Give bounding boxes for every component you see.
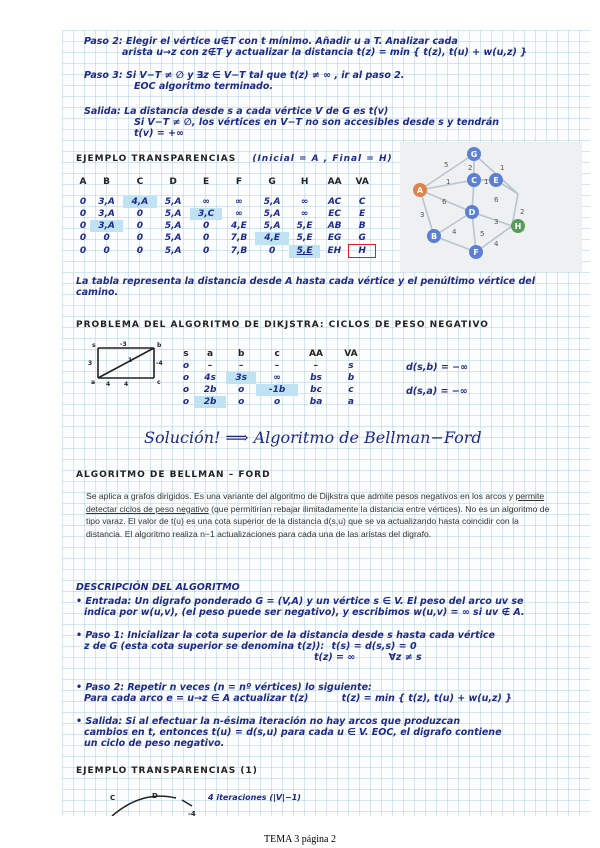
- cell: AB: [327, 221, 342, 231]
- salida-text1: La distancia desde s a cada vértice V de G es t(v): [124, 106, 389, 117]
- cell: 5,E: [289, 245, 321, 258]
- paso2-line1: Repetir n veces (n = nº vértices) lo siguiente:: [127, 682, 372, 693]
- cell: 5,A: [164, 221, 182, 231]
- example2-title: EJEMPLO TRANSPARENCIAS (1): [76, 766, 258, 776]
- edge-weight: 5: [444, 161, 449, 169]
- cell: 0: [103, 233, 110, 244]
- step2-line2: arista u→z con z∉T y actualizar la distancia t(z) = min { t(z), t(u) + w(u,z) }: [122, 47, 527, 58]
- example1-header-row: [76, 176, 376, 188]
- cell: EH: [327, 246, 342, 256]
- node-label: B: [430, 232, 438, 241]
- paso2-line2: Para cada arco e = u→z ∈ A actualizar t(z): [84, 693, 309, 704]
- vertex-label: b: [157, 342, 162, 349]
- cell: B: [358, 221, 366, 231]
- cell: 3,A: [98, 197, 115, 207]
- salida-line1: [84, 106, 388, 117]
- paso1-line2: z de G (esta cota superior se denomina t(z)):: [84, 641, 325, 652]
- edge-weight: -3: [120, 341, 127, 348]
- cell: 2b: [203, 385, 217, 395]
- salida-desc-label: • Salida:: [76, 716, 123, 727]
- table-row: [76, 208, 376, 220]
- cell: 0: [136, 246, 143, 256]
- cell: 0: [136, 209, 143, 219]
- table-row: [76, 196, 376, 208]
- cell: 0: [103, 246, 110, 256]
- cell: ∞: [300, 209, 309, 219]
- header-cell: H: [300, 177, 309, 187]
- vertex-label: D: [152, 792, 158, 800]
- cell: –: [238, 361, 244, 371]
- cell: 4,A: [123, 196, 156, 208]
- cell: 5,A: [164, 246, 182, 256]
- edge-weight: 5: [480, 230, 485, 238]
- header-cell: E: [203, 177, 210, 187]
- edge-weight: 3: [420, 211, 425, 219]
- salida-line2: Si V−T ≠ ∅, los vértices en V−T no son accesibles desde s y tendrán: [134, 117, 499, 128]
- cell: o: [274, 397, 281, 407]
- cell: 5,A: [164, 209, 182, 219]
- edge-weight: 2: [520, 208, 525, 216]
- cell: 4,E: [231, 221, 247, 231]
- cell: 3s: [226, 372, 256, 384]
- cell: 0: [79, 221, 87, 231]
- cell: 5,A: [263, 221, 281, 231]
- paso2-label: • Paso 2:: [76, 682, 125, 693]
- cell: G: [358, 233, 366, 243]
- page-footer: TEMA 3 página 2: [264, 834, 336, 845]
- cell: ∞: [300, 197, 309, 207]
- entrada-label: • Entrada:: [76, 596, 132, 607]
- cell: ba: [309, 397, 323, 407]
- salida-desc-line2: cambios en t, entonces t(u) = d(s,u) para cada u ∈ V. EOC, el digrafo contiene: [84, 727, 502, 738]
- negcycle-result2: d(s,a) = −∞: [406, 386, 468, 397]
- header-cell: B: [103, 177, 110, 187]
- paso1-formula3: ∀z ≠ s: [388, 652, 422, 663]
- paso1-line1: Inicializar la cota superior de la distancia desde s hasta cada vértice: [127, 630, 495, 641]
- paso1-label: • Paso 1:: [76, 630, 125, 641]
- cell: ∞: [235, 209, 243, 219]
- salida-line3: t(v) = +∞: [134, 128, 184, 139]
- cell: 2b: [194, 396, 227, 408]
- negcycle-graph: [88, 340, 164, 386]
- header-cell: VA: [355, 177, 369, 187]
- step3-text1: Si V−T ≠ ∅ y ∃z ∈ V−T tal que t(z) ≠ ∞ , ir al paso 2.: [125, 70, 405, 81]
- cell: 0: [202, 233, 210, 244]
- edge-weight: 4: [494, 240, 499, 248]
- bellman-paragraph: [86, 490, 556, 540]
- step2-label: Paso 2:: [84, 36, 123, 47]
- edge-weight: 2: [468, 164, 473, 172]
- header-cell: b: [238, 349, 245, 359]
- edge-weight: 3: [88, 360, 93, 367]
- example1-title: [76, 154, 393, 165]
- edge-weight: 4: [452, 228, 457, 236]
- cell: bc: [310, 385, 322, 395]
- header-cell: VA: [344, 349, 358, 359]
- negcycle-title: PROBLEMA DEL ALGORITMO DE DIKJSTRA: CICLOS DE PESO NEGATIVO: [76, 320, 489, 330]
- example-graph-image: [400, 142, 582, 272]
- table-row: [178, 384, 368, 396]
- header-cell: AA: [327, 177, 342, 187]
- entrada-bullet: [76, 596, 581, 618]
- node-label: F: [473, 248, 479, 257]
- cell: a: [347, 397, 354, 407]
- vertex-label: s: [92, 342, 96, 349]
- cell: 4s: [204, 373, 216, 383]
- vertex-label: C: [110, 794, 116, 802]
- bellman-title: ALGORITMO DE BELLMAN – FORD: [76, 470, 271, 480]
- bellman-text-before: Se aplica a grafos dirigidos. Es una variante del algoritmo de Dijkstra que admite pesos negativos en los arcos y: [86, 491, 516, 501]
- cell: ∞: [202, 197, 210, 207]
- vertex-label: a: [91, 379, 96, 386]
- cell: bs: [310, 373, 322, 383]
- node-label: G: [470, 150, 478, 159]
- header-cell: A: [79, 177, 87, 187]
- step3-line2: EOC algoritmo terminado.: [134, 81, 273, 92]
- salida-desc-line3: un ciclo de peso negativo.: [84, 738, 225, 749]
- notebook-page: [62, 30, 590, 816]
- cell: 0: [136, 233, 143, 244]
- node-label: A: [416, 186, 424, 195]
- header-cell: F: [235, 177, 242, 187]
- entrada-line2: indica por w(u,v), (el peso puede ser negativo), y escribimos w(u,v) = ∞ si uv ∉ A.: [84, 607, 525, 618]
- header-cell: D: [169, 177, 177, 187]
- paso2-formula: t(z) = min { t(z), t(u) + w(u,z) }: [341, 693, 512, 704]
- cell: ∞: [235, 197, 243, 207]
- step3-line1: [84, 70, 404, 81]
- cell: –: [313, 361, 319, 371]
- cell: o: [182, 361, 189, 371]
- node-label: C: [471, 176, 477, 185]
- cell: o: [238, 385, 245, 395]
- bellman-text-underlined: permite detectar ciclos de peso negativo: [86, 491, 545, 514]
- entrada-line1: Un digrafo ponderado G = (V,A) y un vértice s ∈ V. El peso del arco uv se: [134, 596, 524, 607]
- cell: 0: [79, 246, 87, 256]
- cell: 5,A: [164, 197, 182, 207]
- example2-note: 4 iteraciones (|V|−1): [208, 793, 301, 802]
- cell: 5,E: [296, 233, 313, 244]
- cell: E: [359, 209, 366, 219]
- cell: 5,A: [263, 209, 281, 219]
- step3-label: Paso 3:: [84, 70, 123, 81]
- table-row: [178, 396, 368, 408]
- table-row: [178, 360, 368, 372]
- edge-weight: 4: [106, 381, 111, 386]
- table-row: [76, 220, 376, 232]
- cell: C: [358, 197, 366, 207]
- cell: 3,A: [98, 209, 115, 219]
- negcycle-result1: d(s,b) = −∞: [406, 362, 468, 373]
- edge-weight: 1: [446, 178, 451, 186]
- cell: 5,E: [296, 221, 313, 231]
- solution-heading: Solución! ⟹ Algoritmo de Bellman−Ford: [144, 428, 482, 447]
- bellman-text-after: (que permitirían rebajar ilimitadamente la distancia entre vértices). No es un algoritmo de tipo varaz. El valor de t(u) es una cota superior de la distancia d(s,u) que se va actualizando hasta coincidir con la distancia. El algoritmo realiza n−1 actualizaciones para cada una de las aristas del digrafo.: [86, 503, 550, 539]
- paso2-bullet: [76, 682, 581, 704]
- paso1-formula1: t(s) = d(s,s) = 0: [331, 641, 417, 652]
- cell: 0: [136, 221, 143, 231]
- cell: 0: [79, 209, 87, 219]
- edge-weight: 4: [124, 381, 129, 386]
- negcycle-header-row: [178, 348, 368, 360]
- example1-table: [76, 176, 376, 258]
- example-graph: [400, 142, 582, 272]
- example1-note-line2: camino.: [76, 287, 119, 298]
- paso1-bullet: [76, 630, 581, 663]
- node-label: H: [514, 222, 522, 231]
- cell: c: [348, 385, 354, 395]
- cell: 0: [202, 221, 210, 231]
- edge-weight: 1: [500, 164, 505, 172]
- example1-note-line1: La tabla representa la distancia desde A hasta cada vértice y el penúltimo vértice del: [76, 276, 536, 287]
- cell: –: [274, 361, 280, 371]
- cell: 5,A: [164, 233, 182, 244]
- cell: 5,A: [263, 197, 281, 207]
- header-cell: s: [183, 349, 189, 359]
- header-cell: c: [274, 349, 280, 359]
- edge-weight: 6: [442, 198, 447, 206]
- cell: –: [207, 361, 213, 371]
- cell: 7,B: [230, 233, 248, 244]
- table-row: [76, 245, 376, 258]
- cell: o: [182, 373, 189, 383]
- header-cell: a: [207, 349, 214, 359]
- cell: EC: [328, 209, 341, 219]
- description-title: DESCRIPCIÓN DEL ALGORITMO: [76, 581, 240, 593]
- vertex-label: c: [157, 379, 161, 386]
- step2-line1: [84, 36, 458, 47]
- cell: 3,C: [190, 208, 223, 220]
- table-row: [76, 232, 376, 245]
- cell: s: [348, 361, 354, 371]
- example1-title-text: EJEMPLO TRANSPARENCIAS: [76, 154, 237, 164]
- cell: 0: [79, 233, 87, 244]
- edge-weight: 1: [484, 178, 489, 186]
- cell: AC: [327, 197, 342, 207]
- cell: 4,E: [255, 232, 288, 245]
- salida-label: Salida:: [84, 106, 121, 117]
- edge-weight: 3: [494, 218, 499, 226]
- cell: o: [182, 397, 189, 407]
- node-label: E: [493, 176, 499, 185]
- cell: 0: [202, 246, 210, 256]
- edge-weight: -4: [156, 360, 163, 367]
- salida-bullet: [76, 716, 581, 749]
- cell: 0: [268, 246, 276, 256]
- example1-subtitle: (Inicial = A , Final = H): [252, 154, 393, 164]
- cell: -1b: [256, 384, 298, 396]
- cell: ∞: [273, 373, 281, 383]
- cell: 3,A: [90, 220, 123, 232]
- cell: H: [349, 245, 376, 258]
- step2-text1: Elegir el vértice u∉T con t mínimo. Añadir u a T. Analizar cada: [125, 36, 458, 47]
- paso1-formula2: t(z) = ∞: [314, 652, 356, 663]
- negcycle-table: [178, 348, 368, 408]
- cell: o: [238, 397, 245, 407]
- salida-desc-line1: Si al efectuar la n-ésima iteración no hay arcos que produzcan: [125, 716, 461, 727]
- header-cell: G: [268, 177, 276, 187]
- node-label: D: [468, 208, 476, 217]
- table-row: [178, 372, 368, 384]
- example2-graph: [102, 788, 202, 816]
- cell: 0: [79, 197, 87, 207]
- header-cell: AA: [309, 349, 323, 359]
- edge-weight: 1: [128, 357, 133, 364]
- cell: EG: [327, 233, 342, 244]
- cell: b: [347, 373, 355, 383]
- edge-weight: 6: [494, 196, 499, 204]
- edge-weight: -4: [188, 810, 196, 818]
- cell: o: [182, 385, 189, 395]
- cell: 7,B: [230, 246, 248, 256]
- header-cell: C: [136, 177, 144, 187]
